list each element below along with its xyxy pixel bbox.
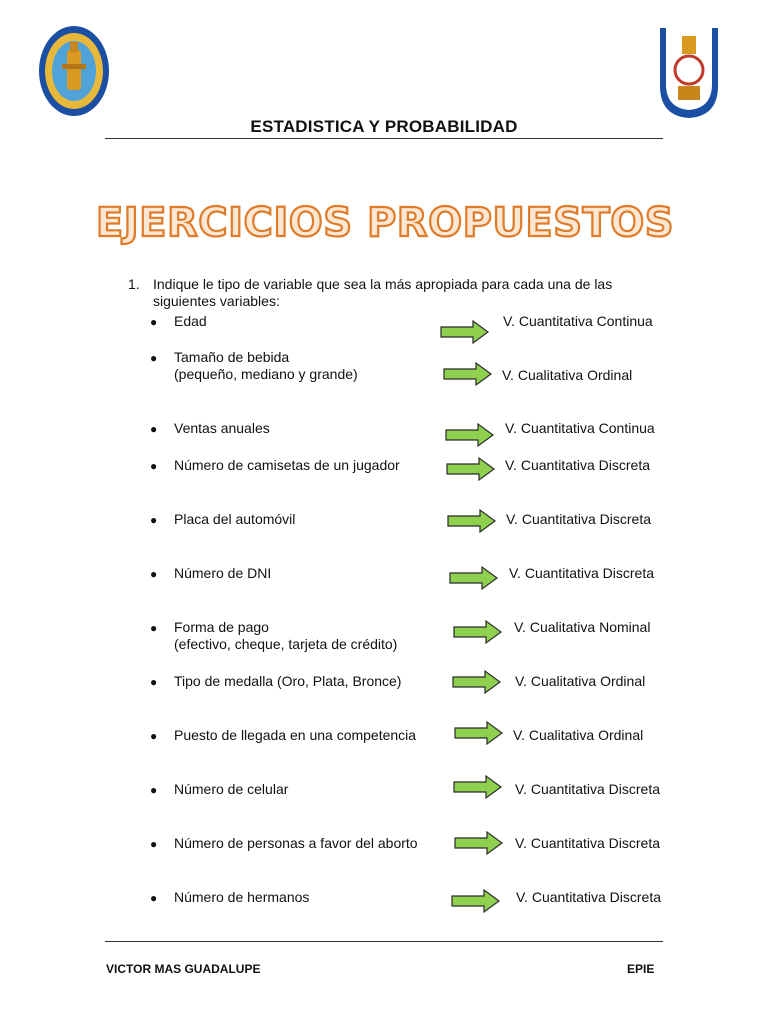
list-bullet: ● — [150, 837, 158, 851]
right-arrow-icon — [447, 509, 497, 533]
list-bullet: ● — [150, 783, 158, 797]
variable-name: Número de camisetas de un jugador — [174, 457, 400, 473]
variable-label — [174, 511, 295, 528]
university-seal-logo — [38, 24, 110, 118]
variable-label — [174, 889, 309, 906]
list-bullet: ● — [150, 675, 158, 689]
variable-name: Placa del automóvil — [174, 511, 296, 527]
list-bullet: ● — [150, 567, 158, 581]
list-bullet: ● — [150, 351, 158, 365]
list-bullet: ● — [150, 513, 158, 527]
right-arrow-icon — [446, 457, 496, 481]
variable-label — [174, 420, 270, 437]
variable-name: Ventas anuales — [174, 420, 270, 436]
variable-label — [174, 313, 207, 330]
variable-type-answer: V. Cuantitativa Discreta — [515, 781, 660, 797]
header-divider — [105, 138, 663, 139]
faculty-shield-logo — [658, 28, 720, 118]
right-arrow-icon — [454, 721, 504, 745]
footer-author: VICTOR MAS GUADALUPE — [106, 962, 261, 976]
list-bullet: ● — [150, 621, 158, 635]
variable-type-answer: V. Cuantitativa Discreta — [515, 835, 660, 851]
variable-type-answer: V. Cualitativa Ordinal — [515, 673, 646, 689]
variable-type-answer: V. Cuantitativa Continua — [503, 313, 653, 329]
right-arrow-icon — [445, 423, 495, 447]
variable-name: Número de celular — [174, 781, 289, 797]
variable-name: Puesto de llegada en una competencia — [174, 727, 417, 743]
variable-name: Tamaño de bebida — [174, 349, 290, 365]
question-text: Indique le tipo de variable que sea la más apropiada para cada una de las siguientes variables: — [153, 276, 613, 309]
variable-type-answer: V. Cuantitativa Discreta — [509, 565, 654, 581]
variable-name: Número de hermanos — [174, 889, 310, 905]
variable-name: Forma de pago — [174, 619, 269, 635]
variable-name: Número de personas a favor del aborto — [174, 835, 418, 851]
variable-type-answer: V. Cuantitativa Discreta — [505, 457, 650, 473]
variable-note: (efectivo, cheque, tarjeta de crédito) — [174, 636, 398, 652]
footer-divider — [105, 941, 663, 942]
right-arrow-icon — [440, 320, 490, 344]
variable-label — [174, 727, 416, 744]
variable-label — [174, 565, 271, 582]
right-arrow-icon — [443, 362, 493, 386]
right-arrow-icon — [452, 670, 502, 694]
list-bullet: ● — [150, 459, 158, 473]
variable-type-answer: V. Cuantitativa Continua — [505, 420, 655, 436]
variable-type-answer: V. Cualitativa Ordinal — [502, 367, 633, 383]
list-bullet: ● — [150, 315, 158, 329]
list-bullet: ● — [150, 729, 158, 743]
right-arrow-icon — [451, 889, 501, 913]
footer-school: EPIE — [627, 962, 655, 976]
variable-label — [174, 619, 397, 653]
variable-label — [174, 349, 358, 383]
variable-name: Tipo de medalla (Oro, Plata, Bronce) — [174, 673, 402, 689]
variable-type-answer: V. Cuantitativa Discreta — [506, 511, 651, 527]
list-bullet: ● — [150, 422, 158, 436]
variable-label — [174, 457, 400, 474]
variable-name: Número de DNI — [174, 565, 272, 581]
variable-label — [174, 673, 401, 690]
right-arrow-icon — [454, 831, 504, 855]
exercises-banner — [95, 190, 675, 260]
question-number: 1. — [128, 276, 140, 292]
variable-name: Edad — [174, 313, 207, 329]
variable-type-answer: V. Cualitativa Ordinal — [513, 727, 644, 743]
right-arrow-icon — [453, 620, 503, 644]
right-arrow-icon — [453, 775, 503, 799]
variable-note: (pequeño, mediano y grande) — [174, 366, 358, 382]
variable-type-answer: V. Cualitativa Nominal — [514, 619, 651, 635]
exercises-banner-text: EJERCICIOS PROPUESTOS — [95, 200, 675, 246]
course-title: ESTADISTICA Y PROBABILIDAD — [250, 117, 518, 136]
variable-type-answer: V. Cuantitativa Discreta — [516, 889, 661, 905]
variable-label — [174, 835, 418, 852]
list-bullet: ● — [150, 891, 158, 905]
variable-label — [174, 781, 288, 798]
right-arrow-icon — [449, 566, 499, 590]
